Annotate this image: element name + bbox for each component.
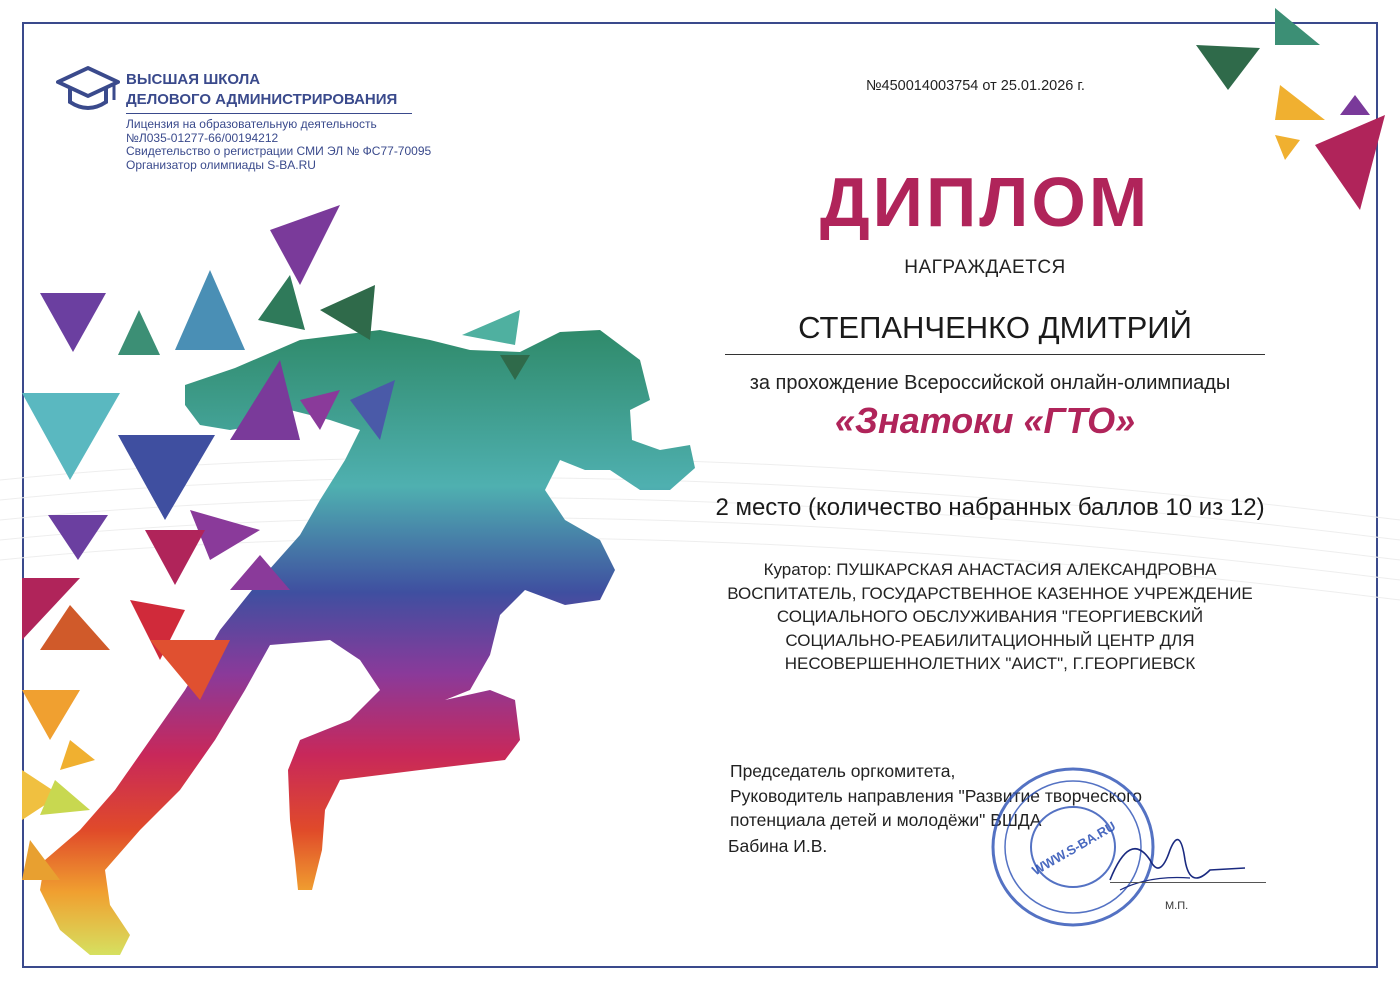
- curator-info: Куратор: ПУШКАРСКАЯ АНАСТАСИЯ АЛЕКСАНДРОВНА ВОСПИТАТЕЛЬ, ГОСУДАРСТВЕННОЕ КАЗЕННОЕ УЧРЕЖДЕНИЕ СОЦИАЛЬНОГО ОБСЛУЖИВАНИЯ "ГЕОРГИЕВСКИЙ СОЦИАЛЬНО-РЕАБИЛИТАЦИОННЫЙ ЦЕНТР ДЛЯ НЕСОВЕРШЕННОЛЕТНИХ "АИСТ", Г.ГЕОРГИЕВСК: [727, 560, 1253, 673]
- olympiad-name: «Знатоки «ГТО»: [834, 400, 1136, 441]
- svg-text:WWW.S-BA.RU: WWW.S-BA.RU: [1029, 818, 1119, 879]
- chair-name: Бабина И.В.: [728, 836, 828, 856]
- place-result: 2 место (количество набранных баллов 10 из 12): [715, 494, 1265, 521]
- chair-title: Председатель оргкомитета, Руководитель направления "Развитие творческого потенциала детей и молодёжи" ВШДА: [730, 761, 1142, 830]
- signature-line: [1110, 882, 1266, 883]
- awarded-label: НАГРАЖДАЕТСЯ: [904, 257, 1066, 278]
- logo-divider: [126, 113, 412, 114]
- license-info: Лицензия на образовательную деятельность №Л035-01277-66/00194212 Свидетельство о регистрации СМИ ЭЛ № ФС77-70095 Организатор олимпиады S-BA.RU: [126, 117, 432, 172]
- document-number: №450014003754 от 25.01.2026 г.: [866, 78, 1085, 94]
- graduation-cap-icon: [56, 64, 120, 114]
- award-reason: за прохождение Всероссийской онлайн-олимпиады: [749, 372, 1231, 394]
- recipient-underline: [725, 354, 1265, 355]
- organization-name: ВЫСШАЯ ШКОЛА ДЕЛОВОГО АДМИНИСТРИРОВАНИЯ: [126, 71, 398, 108]
- diploma-title: ДИПЛОМ: [819, 163, 1151, 241]
- recipient-name: СТЕПАНЧЕНКО ДМИТРИЙ: [798, 310, 1192, 345]
- signature-scribble: [1090, 820, 1250, 900]
- seal-place-label: М.П.: [1165, 900, 1189, 912]
